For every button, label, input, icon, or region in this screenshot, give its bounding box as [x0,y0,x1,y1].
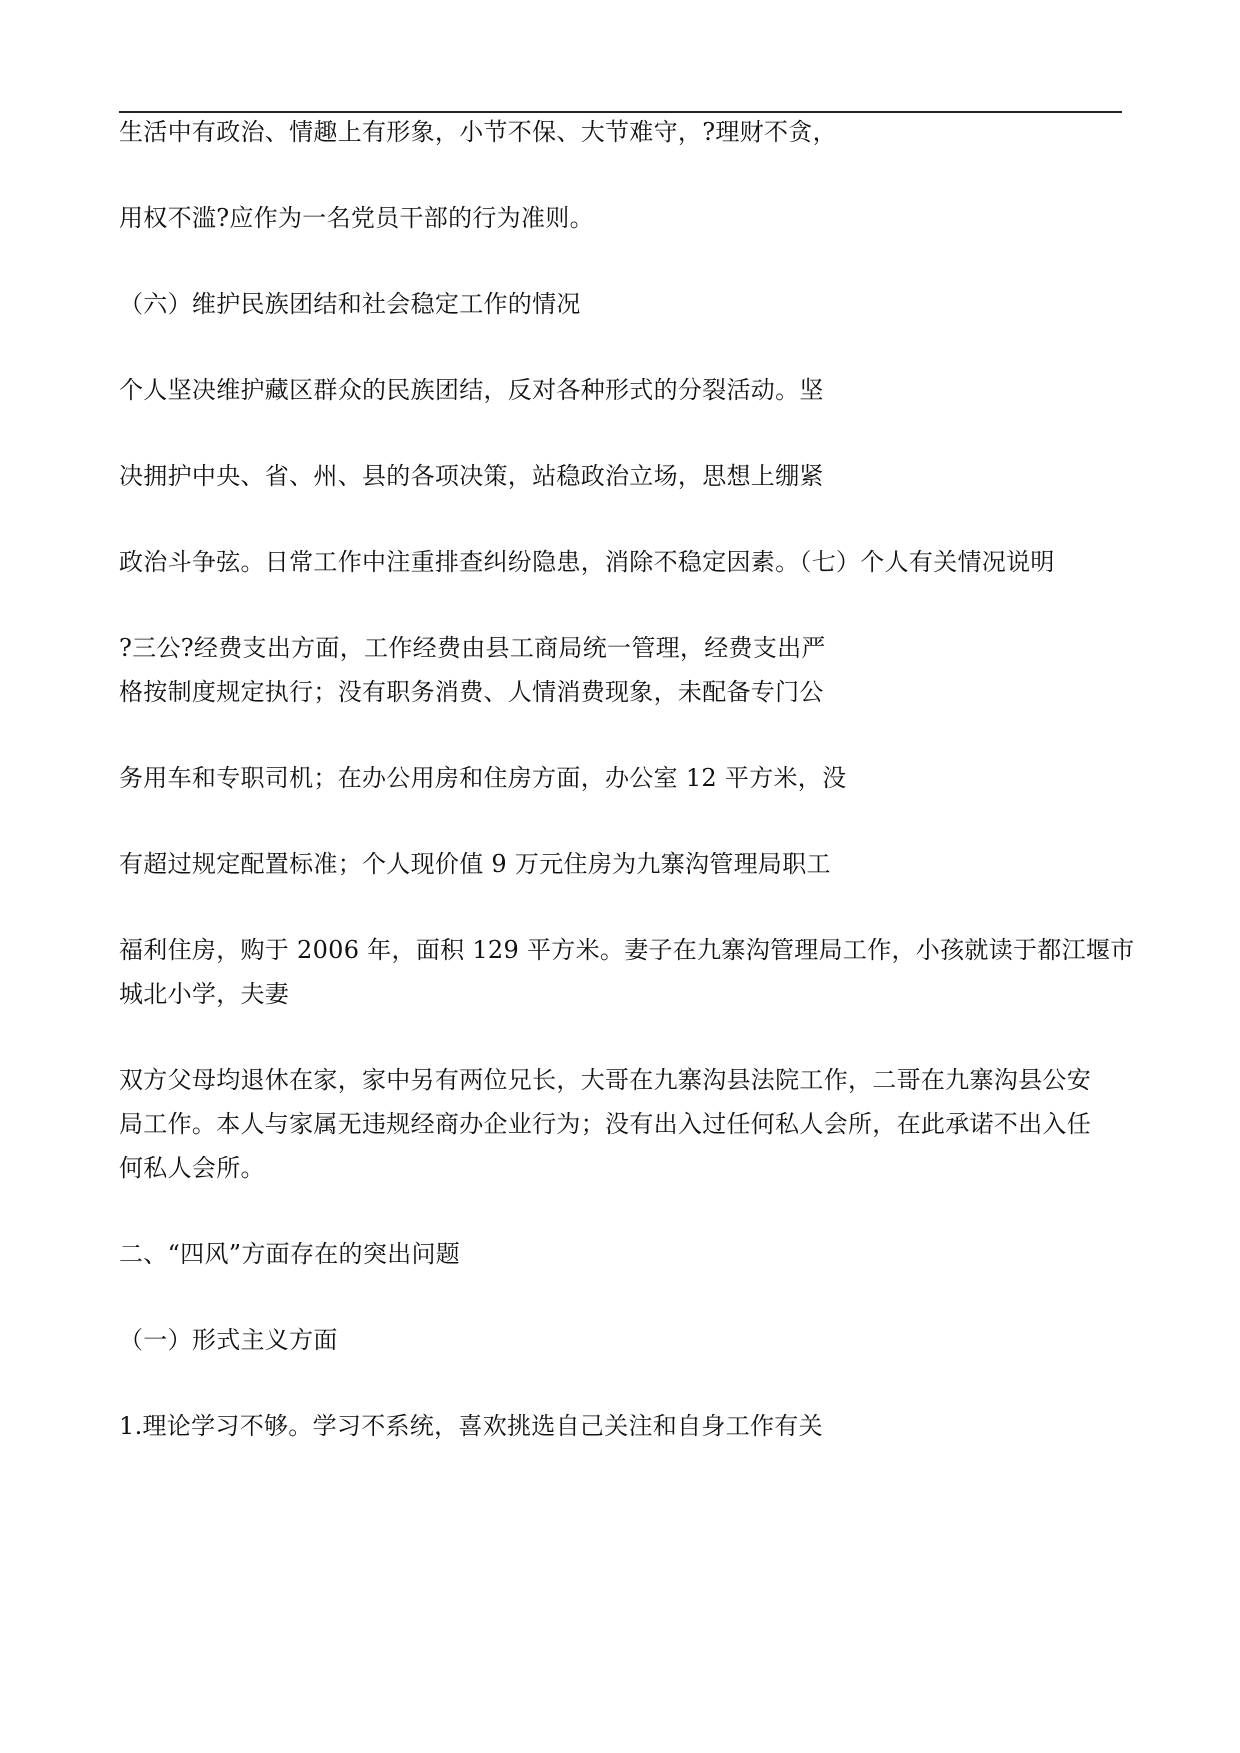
section-heading: 二、“四风”方面存在的突出问题 [119,1240,461,1268]
text-line: 福利住房，购于 2006 年，面积 129 平方米。妻子在九寨沟管理局工作，小孩就读于都江堰市 [119,936,1135,964]
text-line: 政治斗争弦。日常工作中注重排查纠纷隐患，消除不稳定因素。（七）个人有关情况说明 [119,548,1055,576]
text-line: 有超过规定配置标准；个人现价值 9 万元住房为九寨沟管理局职工 [119,850,831,878]
text-line: 双方父母均退休在家，家中另有两位兄长，大哥在九寨沟县法院工作，二哥在九寨沟县公安 [119,1066,1091,1094]
text-line: ?三公?经费支出方面，工作经费由县工商局统一管理，经费支出严 [119,634,826,662]
text-line: 何私人会所。 [119,1154,265,1182]
text-line: 生活中有政治、情趣上有形象，小节不保、大节难守，?理财不贪， [119,118,837,146]
section-heading: （六）维护民族团结和社会稳定工作的情况 [119,290,581,318]
subsection-heading: （一）形式主义方面 [119,1326,338,1354]
text-line: 格按制度规定执行；没有职务消费、人情消费现象，未配备专门公 [119,678,824,706]
text-line: 1.理论学习不够。学习不系统，喜欢挑选自己关注和自身工作有关 [119,1412,823,1440]
text-line: 城北小学，夫妻 [119,980,290,1008]
text-line: 务用车和专职司机；在办公用房和住房方面，办公室 12 平方米，没 [119,764,847,792]
text-line: 个人坚决维护藏区群众的民族团结，反对各种形式的分裂活动。坚 [119,376,824,404]
text-line: 用权不滥?应作为一名党员干部的行为准则。 [119,204,594,232]
text-line: 决拥护中央、省、州、县的各项决策，站稳政治立场，思想上绷紧 [119,462,824,490]
text-line: 局工作。本人与家属无违规经商办企业行为；没有出入过任何私人会所，在此承诺不出入任 [119,1110,1091,1138]
header-rule [119,111,1122,113]
